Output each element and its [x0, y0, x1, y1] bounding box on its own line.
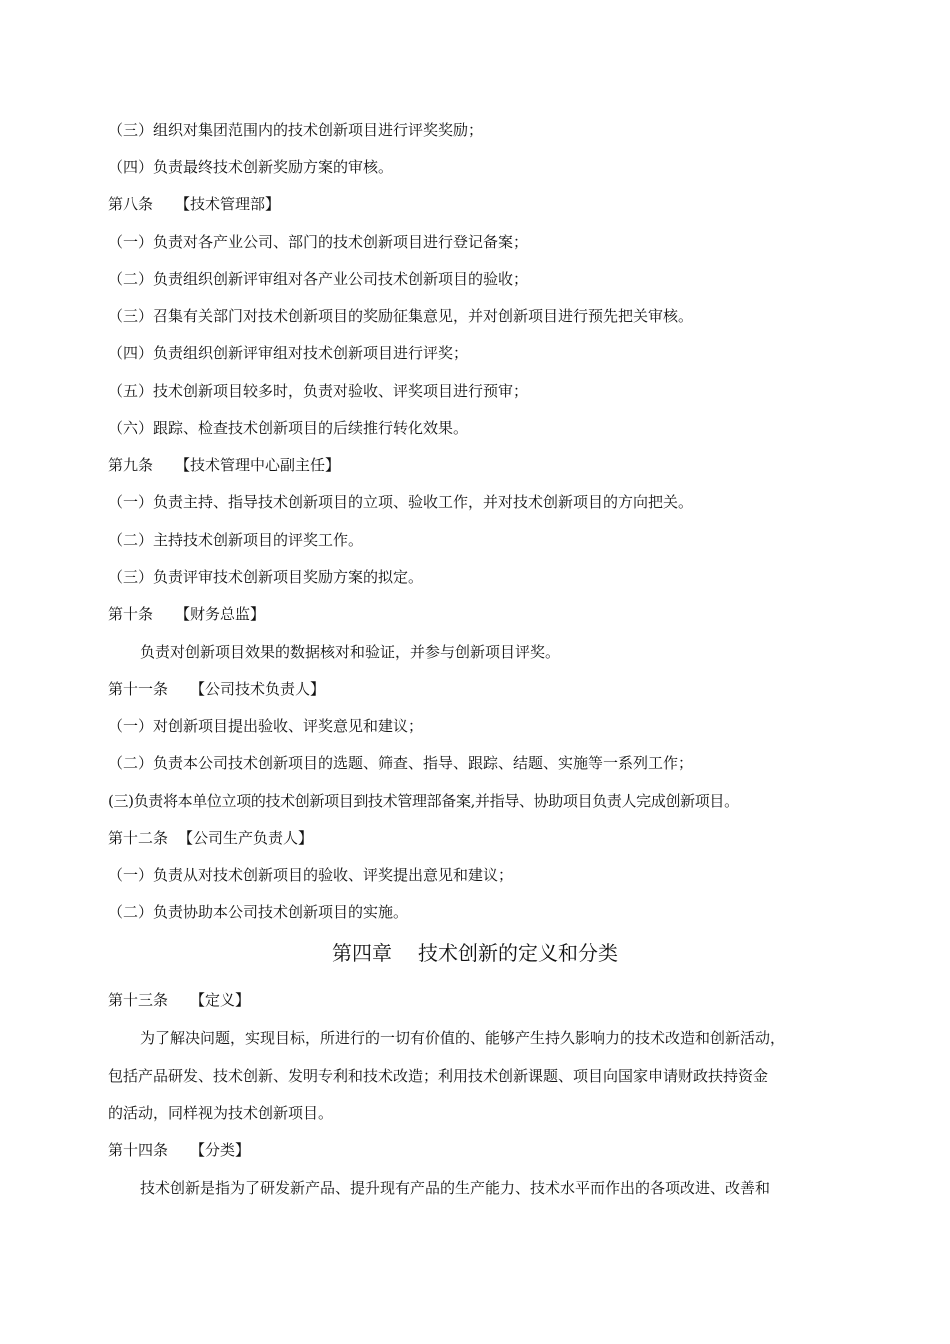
paragraph-line: 技术创新是指为了研发新产品、提升现有产品的生产能力、技术水平而作出的各项改进、改善和: [140, 1179, 771, 1197]
article-title: 【技术管理中心副主任】: [175, 456, 341, 474]
article-heading: [108, 604, 848, 624]
article-number: 第十二条: [108, 829, 169, 847]
clause-line: （一）负责对各产业公司、部门的技术创新项目进行登记备案；: [108, 233, 529, 251]
article-title: 【定义】: [190, 991, 251, 1009]
article-heading: [108, 990, 848, 1010]
clause-line: （五）技术创新项目较多时，负责对验收、评奖项目进行预审；: [108, 382, 529, 400]
clause-line: （一）负责从对技术创新项目的验收、评奖提出意见和建议；: [108, 866, 514, 884]
paragraph-line: 负责对创新项目效果的数据核对和验证，并参与创新项目评奖。: [140, 643, 561, 661]
article-heading: [108, 1140, 848, 1160]
article-title: 【公司生产负责人】: [178, 829, 314, 847]
clause-line: （三）召集有关部门对技术创新项目的奖励征集意见，并对创新项目进行预先把关审核。: [108, 307, 694, 325]
article-title: 【公司技术负责人】: [190, 680, 326, 698]
clause-line: （三）负责评审技术创新项目奖励方案的拟定。: [108, 568, 424, 586]
clause-line: （三）组织对集团范围内的技术创新项目进行评奖奖励；: [108, 121, 484, 139]
clause-line: （四）负责最终技术创新奖励方案的审核。: [108, 158, 394, 176]
article-title: 【分类】: [190, 1141, 251, 1159]
clause-line: （四）负责组织创新评审组对技术创新项目进行评奖；: [108, 344, 469, 362]
paragraph-line: 的活动，同样视为技术创新项目。: [108, 1104, 334, 1122]
paragraph-line: 为了解决问题，实现目标，所进行的一切有价值的、能够产生持久影响力的技术改造和创新活动，: [140, 1029, 786, 1047]
article-number: 第十三条: [108, 991, 169, 1009]
article-number: 第十一条: [108, 680, 169, 698]
chapter-heading: [0, 940, 950, 966]
clause-line: （六）跟踪、检查技术创新项目的后续推行转化效果。: [108, 419, 469, 437]
clause-line: （二）主持技术创新项目的评奖工作。: [108, 531, 364, 549]
article-heading: [108, 828, 848, 848]
article-heading: [108, 455, 848, 475]
article-heading: [108, 679, 848, 699]
chapter-title: 技术创新的定义和分类: [418, 941, 618, 965]
clause-line: （二）负责组织创新评审组对各产业公司技术创新项目的验收；: [108, 270, 529, 288]
clause-line: （一）对创新项目提出验收、评奖意见和建议；: [108, 717, 424, 735]
article-number: 第十四条: [108, 1141, 169, 1159]
clause-line: （二）负责协助本公司技术创新项目的实施。: [108, 903, 409, 921]
article-title: 【财务总监】: [175, 605, 266, 623]
paragraph-line: 包括产品研发、技术创新、发明专利和技术改造；利用技术创新课题、项目向国家申请财政扶持资金: [108, 1067, 769, 1085]
clause-line: （一）负责主持、指导技术创新项目的立项、验收工作，并对技术创新项目的方向把关。: [108, 493, 694, 511]
clause-line: (三)负责将本单位立项的技术创新项目到技术管理部备案,并指导、协助项目负责人完成创新项目。: [108, 792, 739, 810]
article-title: 【技术管理部】: [175, 195, 281, 213]
article-number: 第十条: [108, 605, 154, 623]
article-number: 第九条: [108, 456, 154, 474]
clause-line: （二）负责本公司技术创新项目的选题、筛查、指导、跟踪、结题、实施等一系列工作；: [108, 754, 694, 772]
article-heading: [108, 194, 848, 214]
article-number: 第八条: [108, 195, 154, 213]
chapter-number: 第四章: [332, 941, 392, 965]
